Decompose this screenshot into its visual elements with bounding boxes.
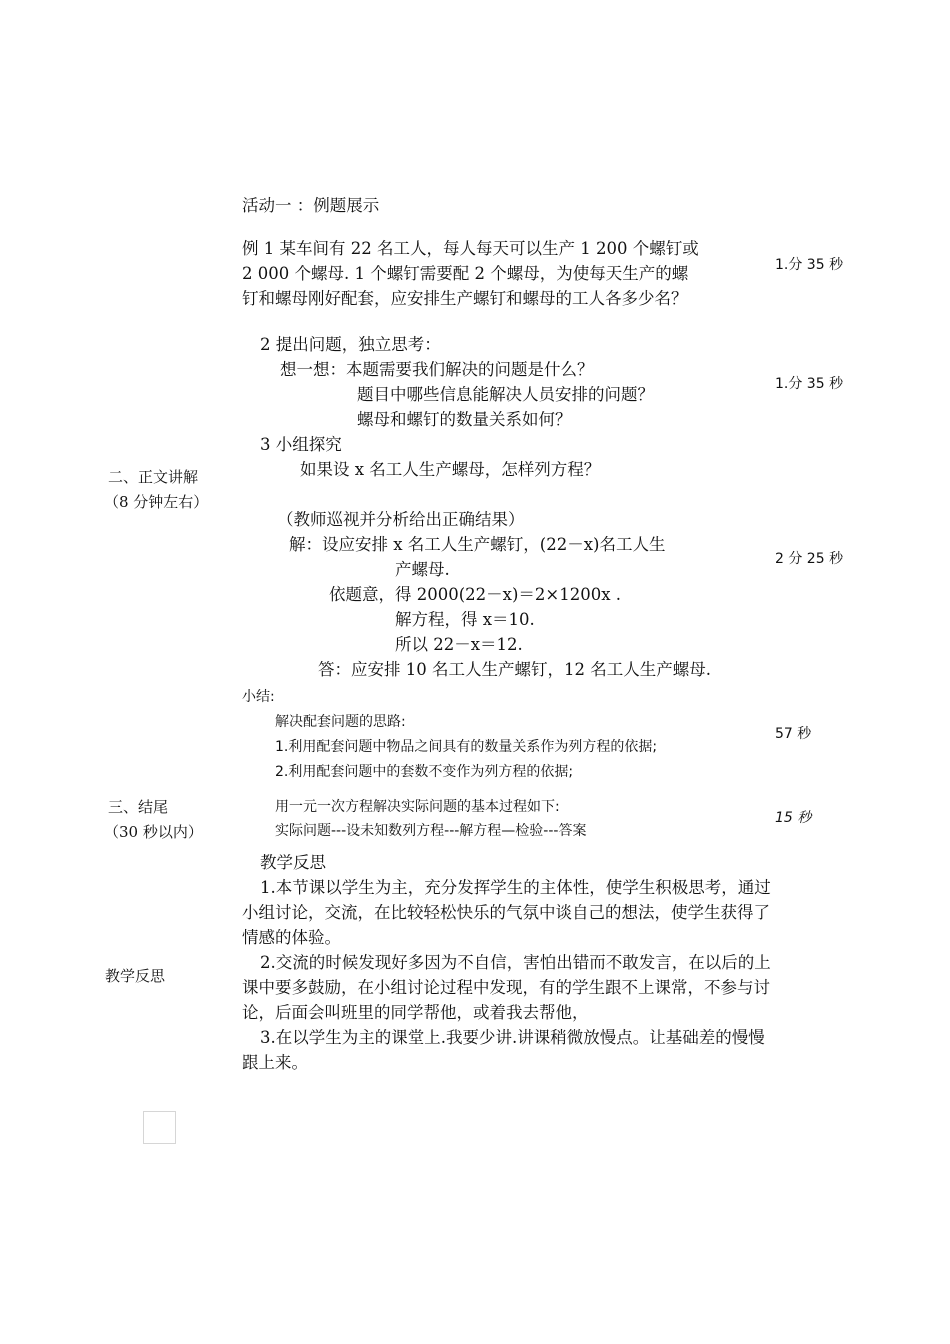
ending-line-1: 用一元一次方程解决实际问题的基本过程如下: xyxy=(275,799,560,815)
reflection-heading: 教学反思 xyxy=(260,853,326,872)
section-three-duration: （30 秒以内） xyxy=(104,823,203,841)
reflection-p1-line-1: 1.本节课以学生为主，充分发挥学生的主体性，使学生积极思考，通过 xyxy=(260,878,771,897)
empty-box xyxy=(143,1111,176,1144)
section-two-duration: （8 分钟左右） xyxy=(104,493,209,511)
solution-answer: 答：应安排 10 名工人生产螺钉，12 名工人生产螺母. xyxy=(318,660,711,679)
ending-time: 15 秒 xyxy=(775,810,812,826)
example-line-1: 例 1 某车间有 22 名工人，每人每天可以生产 1 200 个螺钉或 xyxy=(242,239,699,258)
summary-item-2: 2.利用配套问题中的套数不变作为列方程的依据; xyxy=(275,764,574,780)
think-question-2: 题目中哪些信息能解决人员安排的问题？ xyxy=(357,385,654,404)
solution-line-2: 产螺母. xyxy=(395,560,450,579)
solution-line-5: 所以 22－x＝12. xyxy=(395,635,523,654)
section-three-title: 三、结尾 xyxy=(108,798,169,816)
reflection-p3-line-2: 跟上来。 xyxy=(242,1053,308,1072)
solution-line-3: 依题意，得 2000(22－x)＝2×1200x . xyxy=(329,585,622,604)
reflection-p2-line-1: 2.交流的时候发现好多因为不自信，害怕出错而不敢发言，在以后的上 xyxy=(260,953,771,972)
summary-time: 57 秒 xyxy=(775,726,812,742)
think-question-1: 想一想：本题需要我们解决的问题是什么？ xyxy=(280,360,594,379)
activity-title: 活动一 ：例题展示 xyxy=(242,196,380,215)
reflection-p2-line-3: 论，后面会叫班里的同学帮他，或着我去帮他， xyxy=(242,1003,589,1022)
example-line-3: 钉和螺母刚好配套，应安排生产螺钉和螺母的工人各多少名？ xyxy=(242,289,688,308)
think-question-3: 螺母和螺钉的数量关系如何？ xyxy=(357,410,572,429)
summary-item-1: 1.利用配套问题中物品之间具有的数量关系作为列方程的依据; xyxy=(275,739,658,755)
reflection-p2-line-2: 课中要多鼓励，在小组讨论过程中发现，有的学生跟不上课常，不参与讨 xyxy=(242,978,770,997)
example-time: 1.分 35 秒 xyxy=(775,257,844,273)
teacher-note: （教师巡视并分析给出正确结果） xyxy=(277,510,525,529)
solution-time: 2 分 25 秒 xyxy=(775,551,844,567)
group-heading: 3 小组探究 xyxy=(260,435,342,454)
summary-label: 小结: xyxy=(242,689,275,705)
group-question: 如果设 x 名工人生产螺母，怎样列方程？ xyxy=(300,460,601,479)
reflection-p3-line-1: 3.在以学生为主的课堂上.我要少讲.讲课稍微放慢点。让基础差的慢慢 xyxy=(260,1028,765,1047)
question-heading: 2 提出问题，独立思考： xyxy=(260,335,441,354)
example-line-2: 2 000 个螺母. 1 个螺钉需要配 2 个螺母，为使每天生产的螺 xyxy=(242,264,689,283)
solution-line-4: 解方程，得 x＝10. xyxy=(395,610,535,629)
reflection-p1-line-3: 情感的体验。 xyxy=(242,928,341,947)
solution-line-1: 解：设应安排 x 名工人生产螺钉，(22－x)名工人生 xyxy=(289,535,666,554)
reflection-side-label: 教学反思 xyxy=(105,967,166,985)
question-time: 1.分 35 秒 xyxy=(775,376,844,392)
section-two-title: 二、正文讲解 xyxy=(108,468,199,486)
summary-idea: 解决配套问题的思路: xyxy=(275,714,406,730)
ending-line-2: 实际问题---设未知数列方程---解方程—检验---答案 xyxy=(275,823,587,839)
reflection-p1-line-2: 小组讨论，交流，在比较轻松快乐的气氛中谈自己的想法，使学生获得了 xyxy=(242,903,770,922)
